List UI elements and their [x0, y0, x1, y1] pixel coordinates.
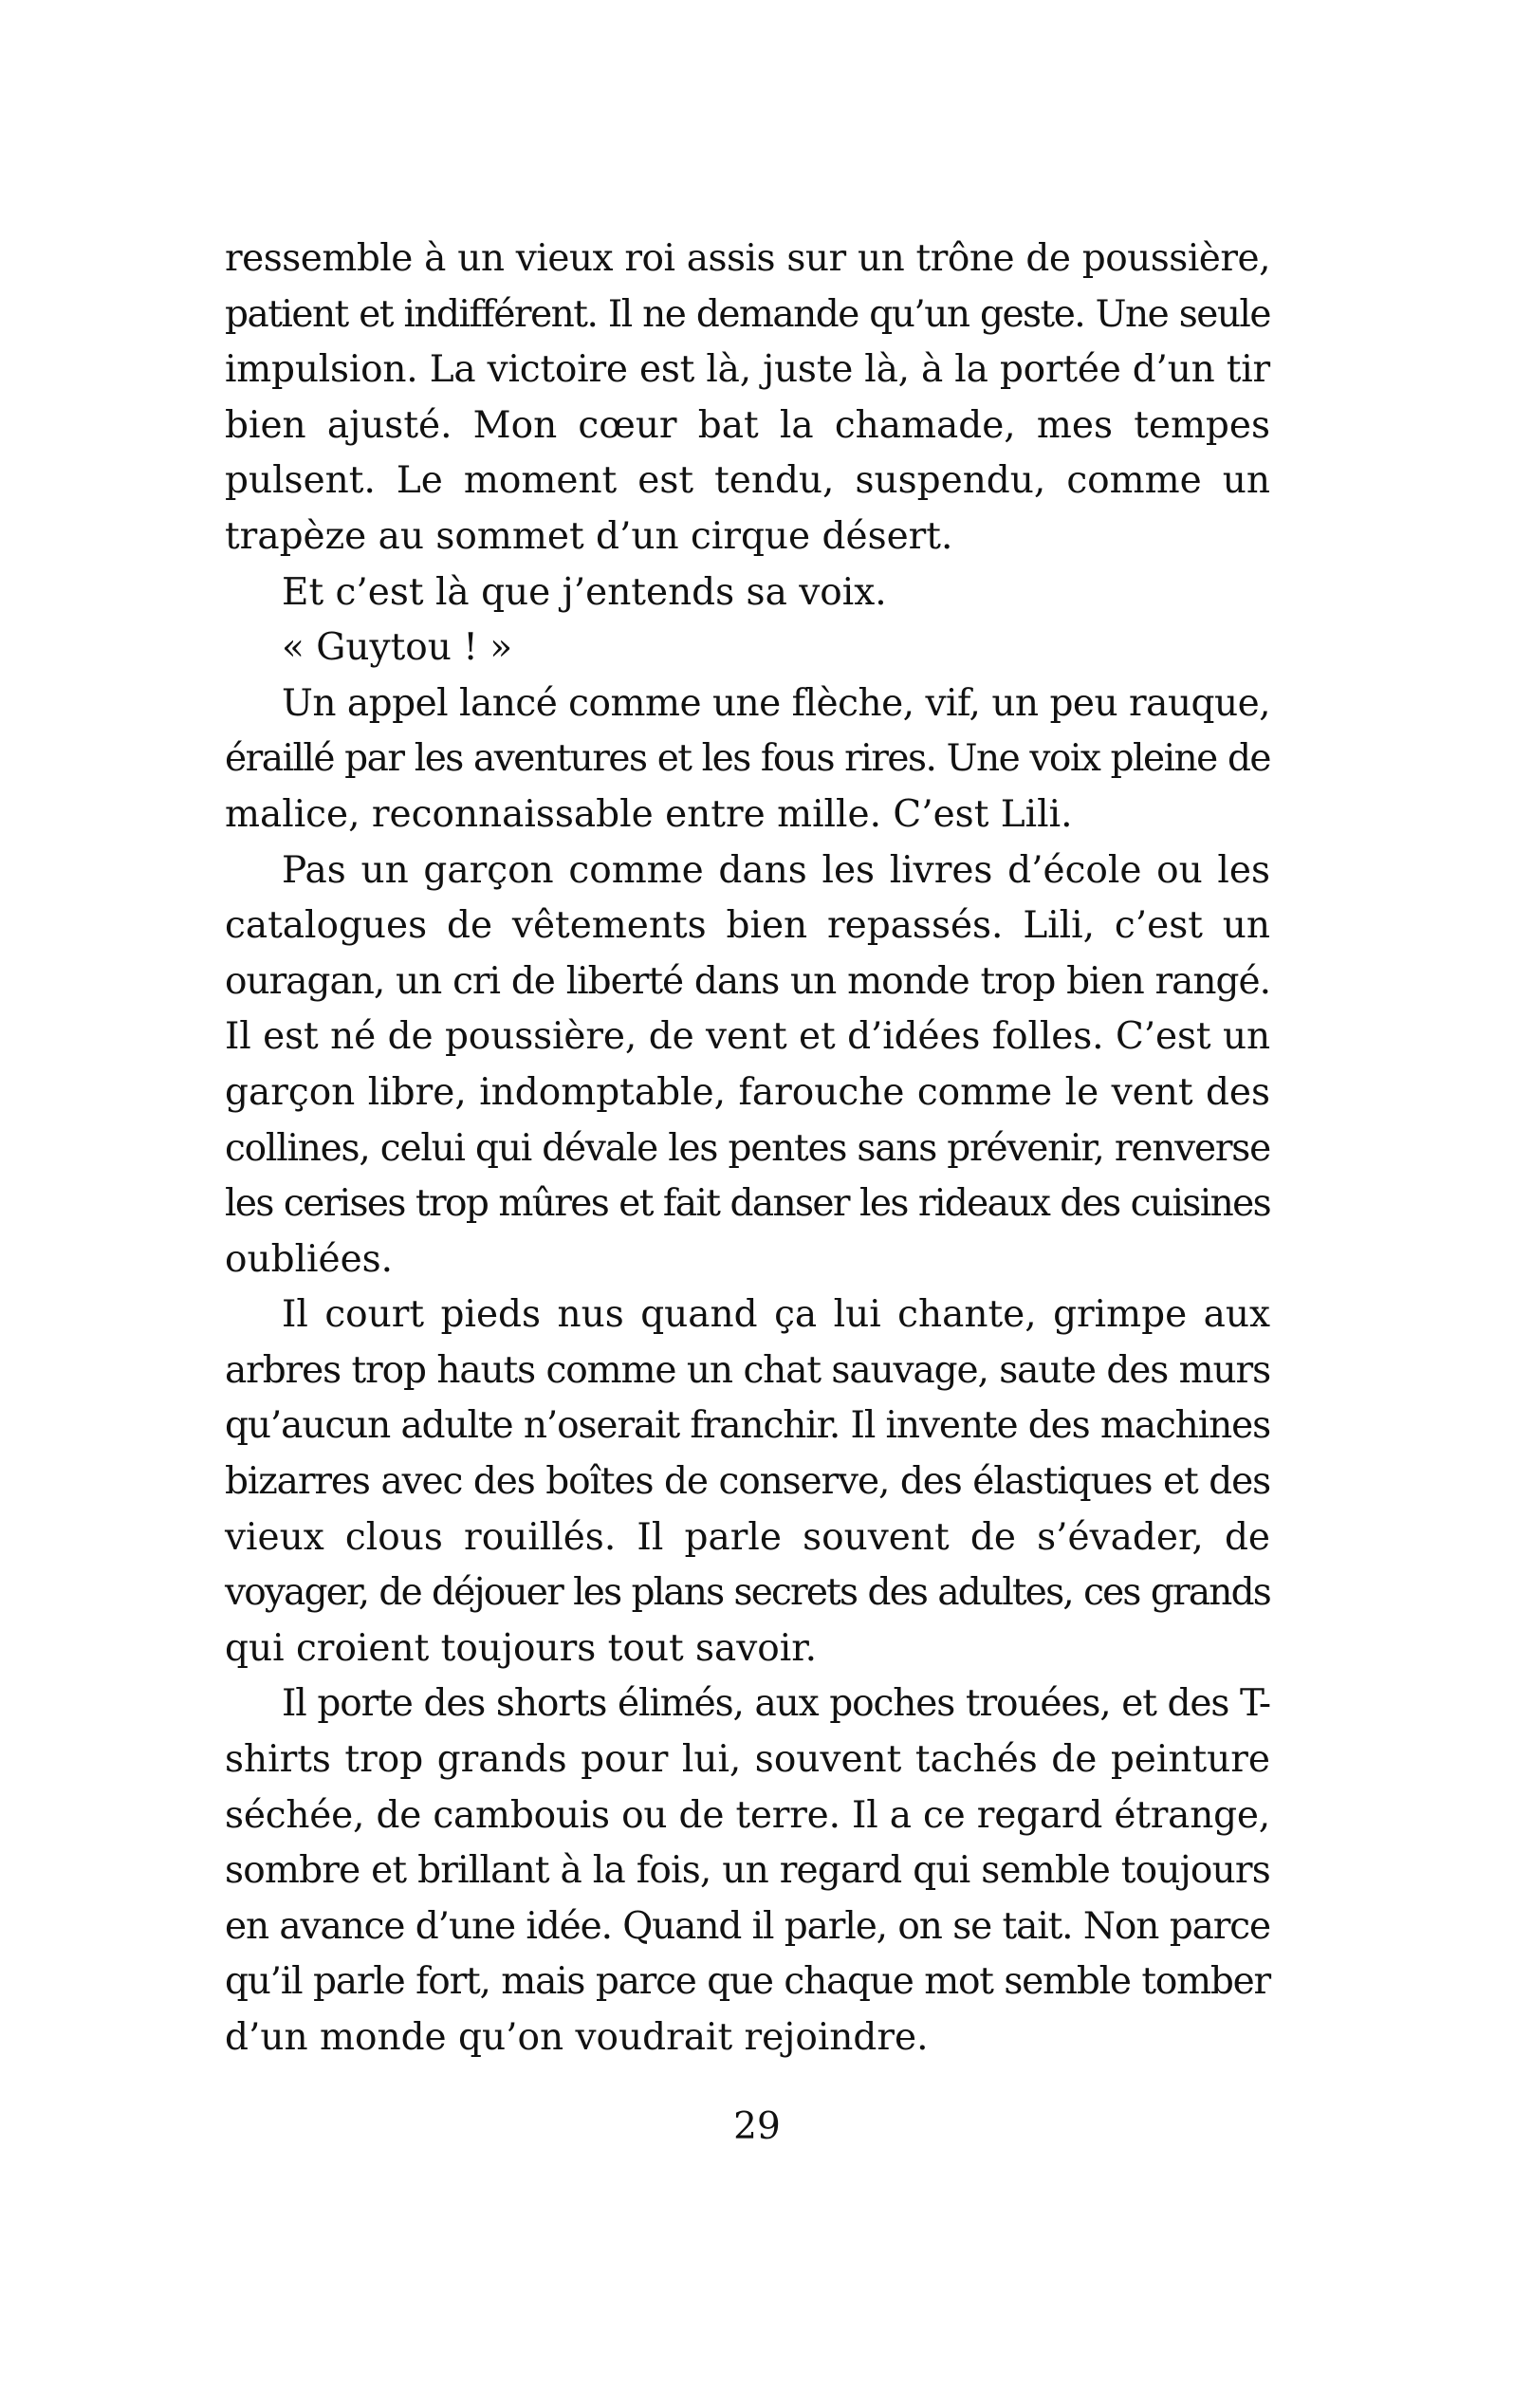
- text-line: éraillé par les aventures et les fous rires. Une voix pleine de: [225, 737, 1270, 781]
- text-line: Il porte des shorts élimés, aux poches trouées, et des T-: [282, 1682, 1270, 1726]
- body-text: [225, 232, 1270, 2066]
- text-line: Il court pieds nus quand ça lui chante, grimpe aux: [282, 1293, 1270, 1337]
- text-line: shirts trop grands pour lui, souvent tachés de peinture: [225, 1738, 1270, 1782]
- text-line: vieux clous rouillés. Il parle souvent de s’évader, de: [225, 1515, 1270, 1559]
- text-line: d’un monde qu’on voudrait rejoindre.: [225, 2016, 929, 2059]
- text-line: ressemble à un vieux roi assis sur un trône de poussière,: [225, 237, 1270, 280]
- text-line: en avance d’une idée. Quand il parle, on se tait. Non parce: [225, 1904, 1270, 1948]
- text-line: Il est né de poussière, de vent et d’idées folles. C’est un: [225, 1015, 1270, 1059]
- text-line: Et c’est là que j’entends sa voix.: [282, 570, 887, 614]
- text-line: pulsent. Le moment est tendu, suspendu, comme un: [225, 459, 1270, 503]
- text-line: « Guytou ! »: [282, 626, 513, 670]
- text-line: les cerises trop mûres et fait danser les rideaux des cuisines: [225, 1182, 1270, 1226]
- text-line: patient et indifférent. Il ne demande qu’un geste. Une seule: [225, 292, 1270, 336]
- text-line: Pas un garçon comme dans les livres d’école ou les: [282, 848, 1270, 892]
- text-line: qu’il parle fort, mais parce que chaque mot semble tomber: [225, 1960, 1270, 2004]
- text-line: qu’aucun adulte n’oserait franchir. Il invente des machines: [225, 1404, 1270, 1448]
- text-line: catalogues de vêtements bien repassés. Lili, c’est un: [225, 904, 1270, 948]
- text-line: oubliées.: [225, 1237, 394, 1281]
- text-line: ouragan, un cri de liberté dans un monde trop bien rangé.: [225, 959, 1270, 1003]
- page-number: 29: [733, 2105, 781, 2148]
- text-line: bizarres avec des boîtes de conserve, des élastiques et des: [225, 1460, 1270, 1504]
- text-line: trapèze au sommet d’un cirque désert.: [225, 514, 953, 558]
- text-line: séchée, de cambouis ou de terre. Il a ce regard étrange,: [225, 1793, 1270, 1837]
- text-line: collines, celui qui dévale les pentes sans prévenir, renverse: [225, 1126, 1270, 1170]
- text-line: voyager, de déjouer les plans secrets des adultes, ces grands: [225, 1571, 1270, 1615]
- text-line: impulsion. La victoire est là, juste là, à la portée d’un tir: [225, 348, 1270, 392]
- text-line: garçon libre, indomptable, farouche comme le vent des: [225, 1070, 1270, 1114]
- text-line: sombre et brillant à la fois, un regard qui semble toujours: [225, 1849, 1270, 1893]
- text-line: qui croient toujours tout savoir.: [225, 1626, 818, 1670]
- text-line: Un appel lancé comme une flèche, vif, un peu rauque,: [282, 681, 1271, 725]
- text-line: malice, reconnaissable entre mille. C’est Lili.: [225, 792, 1073, 836]
- text-line: bien ajusté. Mon cœur bat la chamade, mes tempes: [225, 403, 1270, 447]
- text-line: arbres trop hauts comme un chat sauvage, saute des murs: [225, 1348, 1270, 1392]
